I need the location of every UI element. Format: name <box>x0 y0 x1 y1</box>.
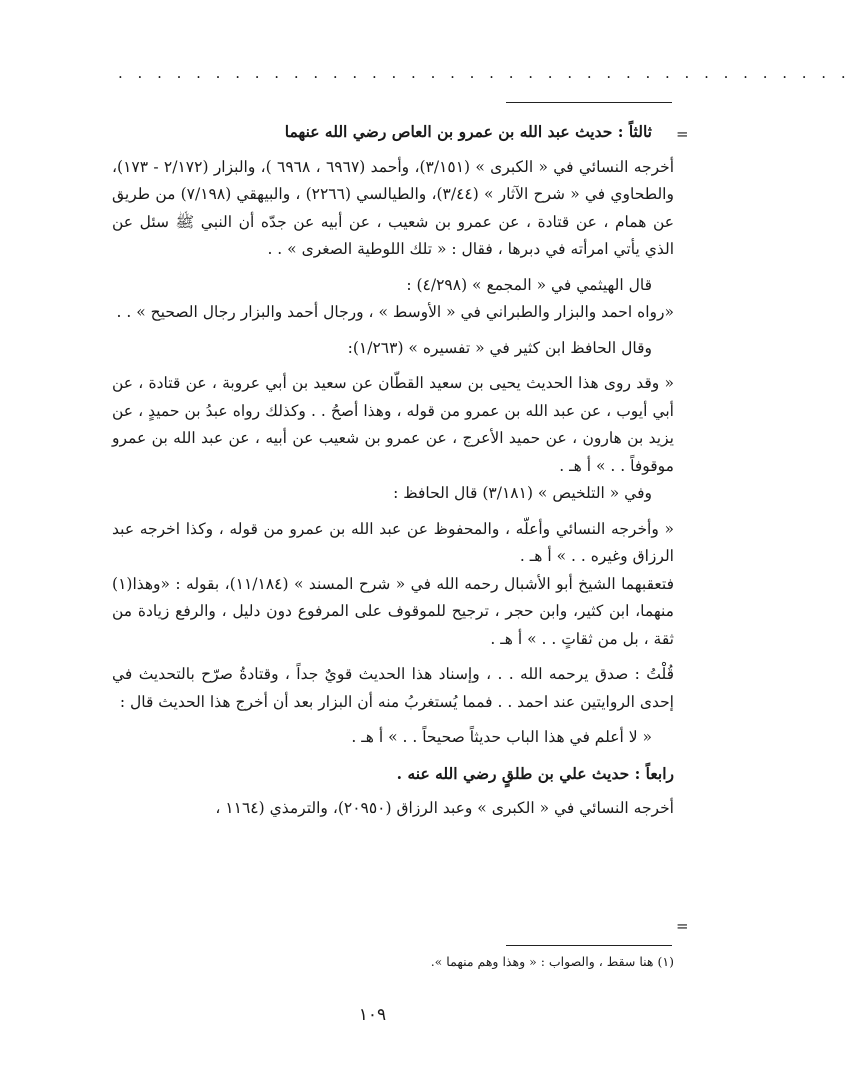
paragraph-takhrij-nasai: أخرجه النسائي في « الكبرى » (٣/١٥١)، وأحمد (٦٩٦٧ ، ٦٩٦٨ )، والبزار (٢/١٧٢ - ١٧٣)، والطحاوي في « شرح الآثار » (٣/٤٤)، والطيالسي (٢٢٦٦) ، والبيهقي (٧/١٩٨) من طريق عن همام ، عن قتادة ، عن عمرو بن شعيب ، عن أبيه عن جدّه أن النبي ﷺ سئل عن الذي يأتي امرأته في دبرها ، فقال : « تلك اللوطية الصغرى » . . <box>112 157 675 258</box>
paragraph-qultu: قُلْتُ : صدق يرحمه الله . . ، وإسناد هذا الحديث قويٌ جداً ، وقتادةُ صرّح بالتحديث في إحدى الروايتين عند احمد . . فمما يُستغربُ منه أن البزار بعد أن أخرج هذا الحديث قال : <box>112 665 674 711</box>
paragraph-haythami-intro: قال الهيثمي في « المجمع » (٤/٢٩٨) : <box>406 275 652 294</box>
section-heading-4: رابعاً : حديث علي بن طلقٍ رضي الله عنه . <box>396 763 674 783</box>
paragraph-ibn-kathir-intro: وقال الحافظ ابن كثير في « تفسيره » (١/٢٦٣): <box>347 338 652 357</box>
margin-mark-bottom: = <box>676 917 689 935</box>
paragraph-talkhis-intro: وفي « التلخيص » (٣/١٨١) قال الحافظ : <box>393 484 652 502</box>
main-text <box>112 118 674 823</box>
footnote: (١) هنا سقط ، والصواب : « وهذا وهم منهما ». <box>430 954 674 969</box>
header-dotted-line: . . . . . . . . . . . . . . . . . . . . . . . . . . . . . . . . . . . . . . <box>118 64 851 82</box>
paragraph-takhrij-ali: أخرجه النسائي في « الكبرى » وعبد الرزاق (٢٠٩٥٠)، والترمذي (١١٦٤ ، <box>215 799 674 817</box>
footnote-rule <box>506 945 672 946</box>
quote-bazzar: « لا أعلم في هذا الباب حديثاً صحيحاً . . » أ هـ . <box>351 728 652 746</box>
section-heading-3: ثالثاً : حديث عبد الله بن عمرو بن العاص رضي الله عنهما <box>284 122 652 141</box>
quote-talkhis: « وأخرجه النسائي وأعلّه ، والمحفوظ عن عبد الله بن عمرو من قوله ، وكذا اخرجه عبد الرزاق وغيره . . » أ هـ . <box>112 519 674 565</box>
quote-haythami: «رواه احمد والبزار والطبراني في « الأوسط » ، ورجال أحمد والبزار رجال الصحيح » . . <box>116 303 674 321</box>
paragraph-abu-al-ashbal: فتعقبهما الشيخ أبو الأشبال رحمه الله في « شرح المسند » (١١/١٨٤)، بقوله : «وهذا(١) منهما، ابن كثير، وابن حجر ، ترجيح للموقوف على المرفوع دون دليل ، والرفع زيادة من ثقة ، بل من ثقاتٍ . . » أ هـ . <box>112 574 674 648</box>
page-number: ١٠٩ <box>358 1005 387 1025</box>
quote-ibn-kathir: « وقد روى هذا الحديث يحيى بن سعيد القطّان عن سعيد بن أبي عروبة ، عن قتادة ، عن أبي أيوب ، عن عبد الله بن عمرو من قوله ، وهذا أصحُ . . وكذلك رواه عبدُ بن حميدٍ ، عن يزيد بن هارون ، عن حميد الأعرج ، عن عمرو بن شعيب عن أبيه ، عن عبد الله بن عمرو موقوفاً . . » أ هـ . <box>112 374 674 475</box>
margin-mark-top: = <box>676 125 689 143</box>
header-rule <box>506 102 672 103</box>
